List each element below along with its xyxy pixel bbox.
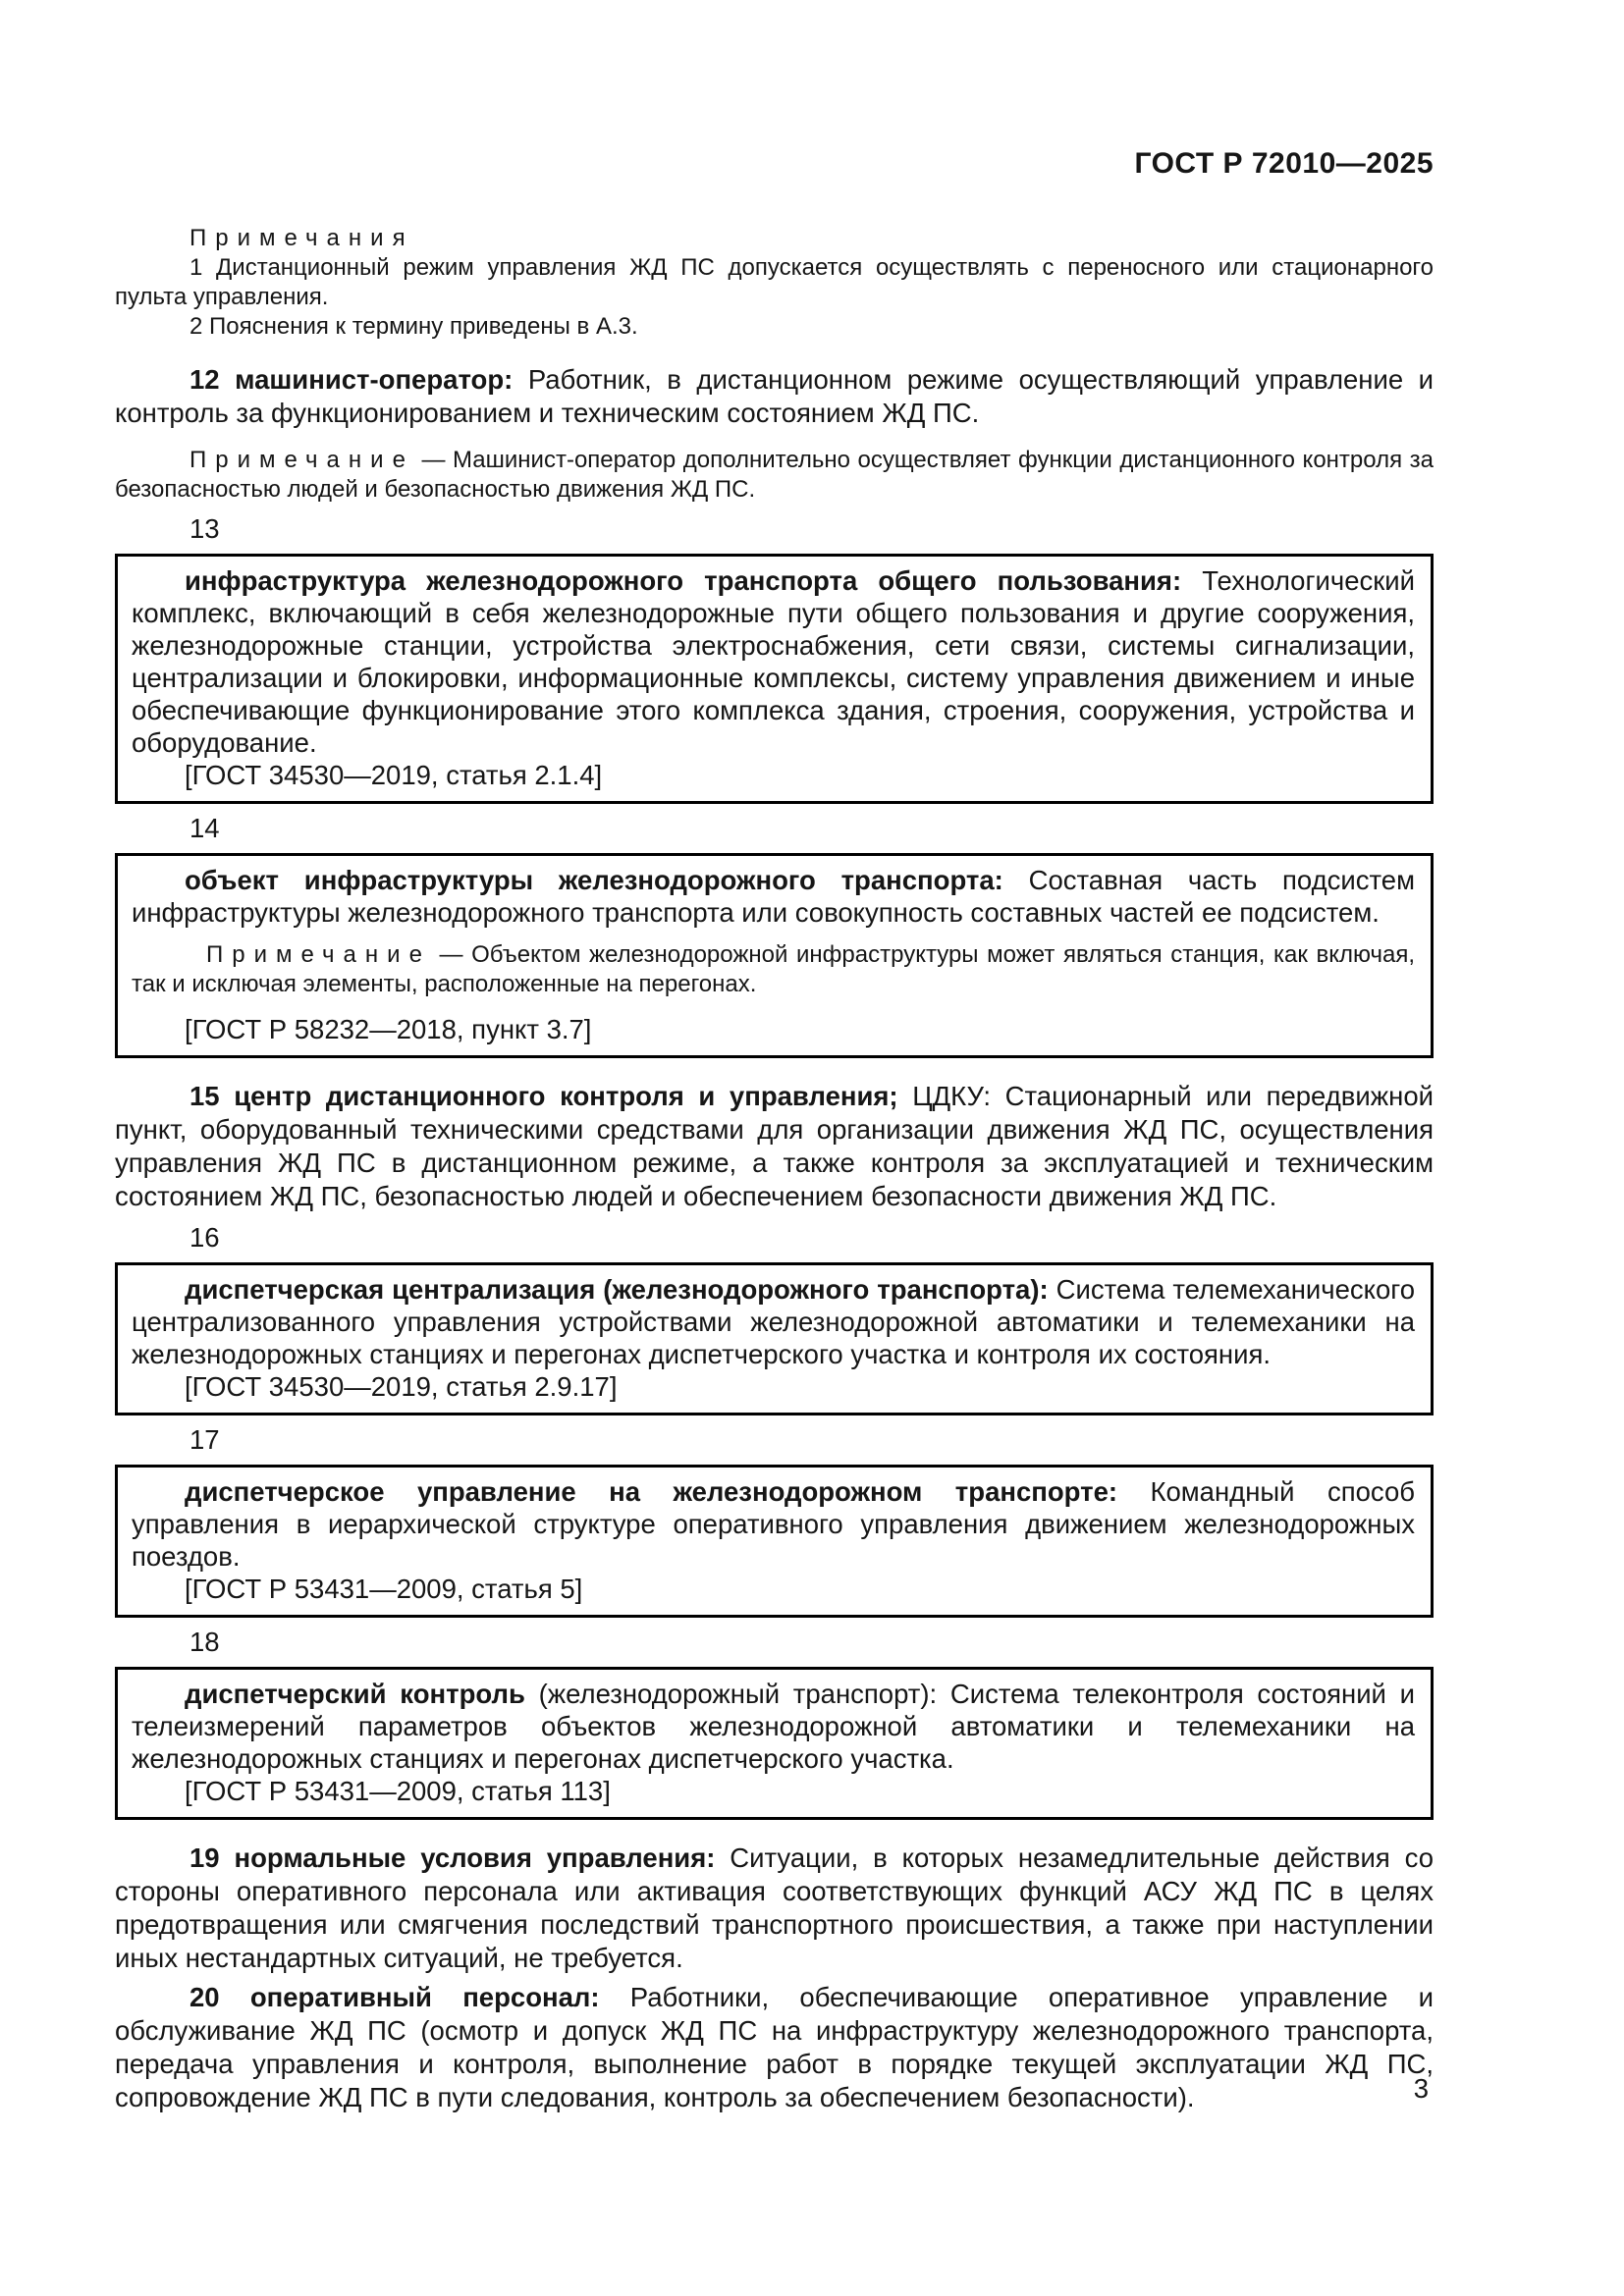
term-18-source: [ГОСТ Р 53431—2009, статья 113]: [185, 1776, 611, 1806]
term-12-note-text: — Машинист-оператор дополнительно осуществляет функции дистанционного контроля за безопасностью людей и безопасностью движения ЖД ПС.: [115, 447, 1434, 503]
term-18-definition: Система телеконтроля состояний и телеизмерений параметров объектов железнодорожной автоматики и телемеханики на железнодорожных станциях и перегонах диспетчерского участка.: [132, 1679, 1415, 1774]
term-18-title-qualifier: (железнодорожный транспорт):: [524, 1679, 938, 1709]
term-14-note: [132, 940, 1415, 999]
term-16-number: 16: [189, 1222, 220, 1253]
term-15-abbrev: ЦДКУ:: [897, 1081, 992, 1111]
term-12-number: 12: [189, 364, 236, 395]
term-entry-16: [132, 1273, 1415, 1370]
term-entry-12: [115, 363, 1434, 430]
term-19-number: 19: [189, 1842, 235, 1873]
standard-code: ГОСТ Р 72010—2025: [1134, 147, 1434, 180]
term-15-definition: Стационарный или передвижной пункт, оборудованный техническими средствами для организации движения ЖД ПС, осуществления управления ЖД ПС в дистанционном режиме, а также контроля за эксплуатацией и техническим состоянием ЖД ПС, безопасностью людей и обеспечением безопасности движения ЖД ПС.: [115, 1081, 1434, 1211]
term-16-definition: Система телемеханического централизованного управления устройствами железнодорожной автоматики и телемеханики на железнодорожных станциях и перегонах диспетчерского участка и контроля их состояния.: [132, 1274, 1415, 1369]
notes-block: [115, 224, 1434, 342]
notes-title-label: Примечания: [189, 225, 414, 251]
term-13-number: 13: [189, 513, 220, 544]
term-entry-14: [132, 864, 1415, 929]
term-14-number: 14: [189, 813, 220, 843]
term-13-title: инфраструктура железнодорожного транспорта общего пользования:: [185, 565, 1182, 596]
notes-title: [115, 224, 1434, 253]
definition-box-18: [115, 1667, 1434, 1820]
note-item-1: 1 Дистанционный режим управления ЖД ПС допускается осуществлять с переносного или стационарного пульта управления.: [115, 254, 1434, 310]
term-16-title: диспетчерская централизация (железнодорожного транспорта):: [185, 1274, 1049, 1305]
term-entry-18: [132, 1678, 1415, 1775]
term-17-source: [ГОСТ Р 53431—2009, статья 5]: [185, 1574, 583, 1604]
term-entry-13: [132, 564, 1415, 759]
definition-box-14: [115, 853, 1434, 1058]
term-14-note-text: — Объектом железнодорожной инфраструктуры может являться станция, как включая, так и исключая элементы, расположенные на перегонах.: [132, 941, 1415, 997]
term-entry-19: [115, 1842, 1434, 1975]
term-20-number: 20: [189, 1982, 250, 2012]
term-12-title: машинист-оператор:: [235, 364, 514, 395]
term-17-number: 17: [189, 1424, 220, 1455]
term-16-source: [ГОСТ 34530—2019, статья 2.9.17]: [185, 1371, 618, 1402]
term-17-title: диспетчерское управление на железнодорожном транспорте:: [185, 1476, 1118, 1507]
page-content: [115, 224, 1434, 2114]
definition-box-16: [115, 1262, 1434, 1415]
term-12-definition: Работник, в дистанционном режиме осуществляющий управление и контроль за функционированием и техническим состоянием ЖД ПС.: [115, 364, 1435, 428]
term-13-definition: Технологический комплекс, включающий в себя железнодорожные пути общего пользования и другие сооружения, железнодорожные станции, устройства электроснабжения, сети связи, системы сигнализации, централизации и блокировки, информационные комплексы, систему управления движением и иные обеспечивающие функционирование этого комплекса здания, строения, сооружения, устройства и оборудование.: [132, 565, 1415, 758]
term-20-title: оперативный персонал:: [249, 1982, 600, 2012]
term-13-source: [ГОСТ 34530—2019, статья 2.1.4]: [185, 760, 603, 790]
note-item-2: 2 Пояснения к термину приведены в А.3.: [189, 313, 638, 340]
term-17-definition: Командный способ управления в иерархической структуре оперативного управления движением железнодорожных поездов.: [132, 1476, 1415, 1572]
term-14-source: [ГОСТ Р 58232—2018, пункт 3.7]: [185, 1014, 592, 1044]
term-18-number: 18: [189, 1627, 220, 1657]
page-number: 3: [1413, 2073, 1429, 2104]
term-14-title: объект инфраструктуры железнодорожного транспорта:: [185, 865, 1003, 895]
term-12-note: [115, 446, 1434, 505]
term-entry-15: [115, 1080, 1434, 1213]
term-15-number: 15: [189, 1081, 235, 1111]
term-entry-17: [132, 1475, 1415, 1573]
term-14-definition: Составная часть подсистем инфраструктуры железнодорожного транспорта или совокупность составных частей ее подсистем.: [132, 865, 1415, 928]
term-15-title: центр дистанционного контроля и управления;: [234, 1081, 898, 1111]
definition-box-17: [115, 1465, 1434, 1618]
term-entry-20: [115, 1981, 1434, 2114]
term-18-title: диспетчерский контроль: [185, 1679, 525, 1709]
term-20-definition: Работники, обеспечивающие оперативное управление и обслуживание ЖД ПС (осмотр и допуск ЖД ПС на инфраструктуру железнодорожного транспорта, передача управления и контроля, выполнение работ в порядке текущей эксплуатации ЖД ПС, сопровождение ЖД ПС в пути следования, контроль за обеспечением безопасности).: [115, 1982, 1434, 2112]
term-19-definition: Ситуации, в которых незамедлительные действия со стороны оперативного персонала или активация соответствующих функций АСУ ЖД ПС в целях предотвращения или смягчения последствий транспортного происшествия, а также при наступлении иных нестандартных ситуаций, не требуется.: [115, 1842, 1435, 1973]
term-19-title: нормальные условия управления:: [234, 1842, 716, 1873]
definition-box-13: [115, 554, 1434, 804]
term-14-note-label: Примечание: [206, 941, 431, 968]
term-12-note-label: Примечание: [189, 447, 414, 473]
